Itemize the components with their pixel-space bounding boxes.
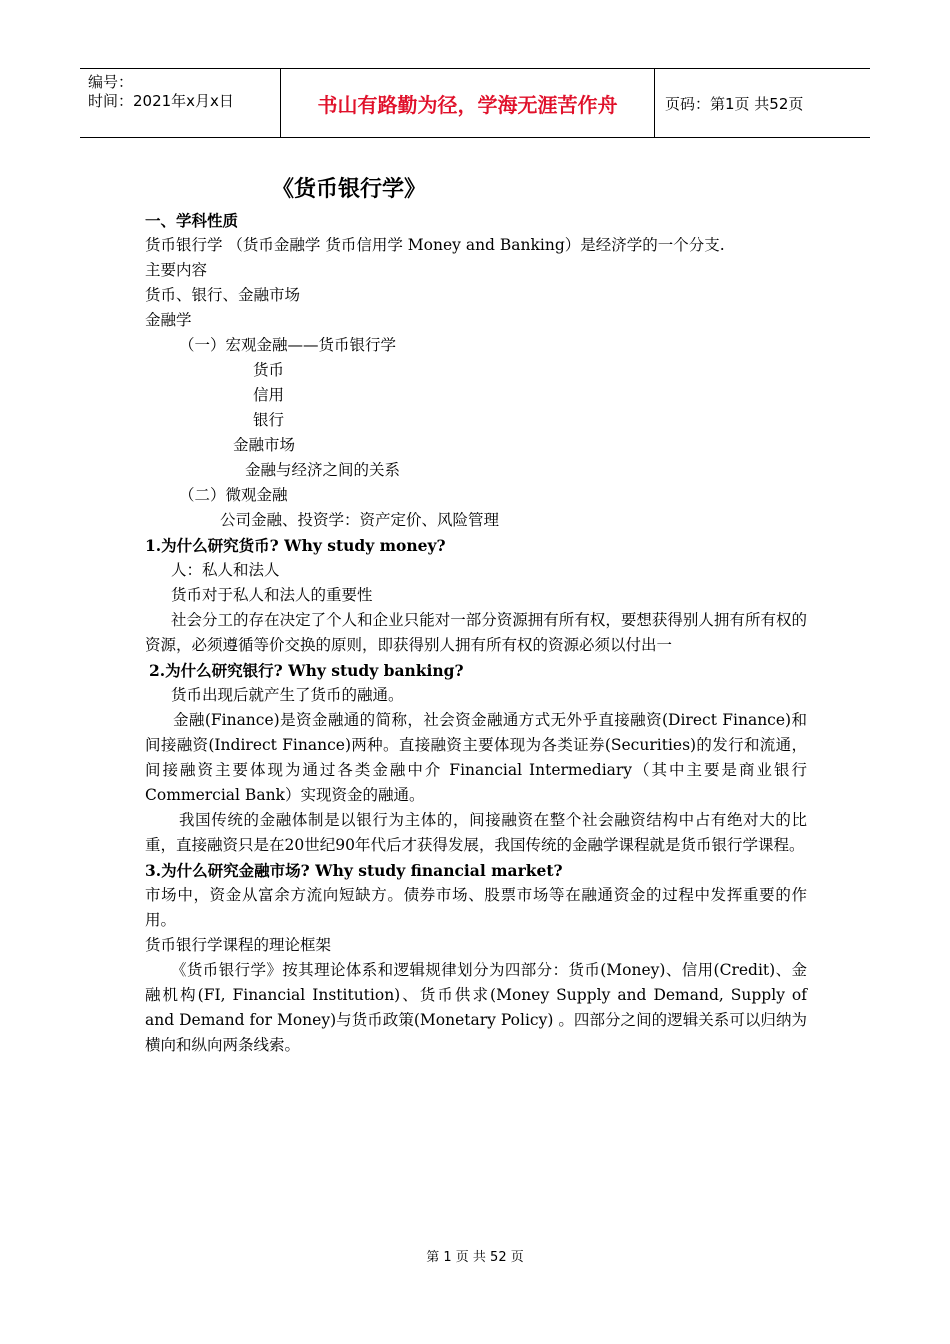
document-header <box>80 68 870 138</box>
paragraph: 市场中，资金从富余方流向短缺方。债券市场、股票市场等在融通资金的过程中发挥重要的作用。 <box>145 886 807 929</box>
list-item: （一）宏观金融——货币银行学 <box>179 336 397 354</box>
paragraph: 《货币银行学》按其理论体系和逻辑规律划分为四部分：货币(Money)、信用(Credit)、金融机构(FI, Financial Institution)、货币供求(Money Supply and Demand, Supply of and Demand for Money)与货币政策(Monetary Policy) 。四部分之间的逻辑关系可以归纳为横向和纵向两条线索。 <box>145 961 807 1054</box>
paragraph: 主要内容 <box>145 261 208 279</box>
list-item: （二）微观金融 <box>179 486 288 504</box>
paragraph: 社会分工的存在决定了个人和企业只能对一部分资源拥有所有权，要想获得别人拥有所有权的资源，必须遵循等价交换的原则，即获得别人拥有所有权的资源必须以付出一 <box>145 611 807 654</box>
document-time-label: 时间：2021年x月x日 <box>88 92 234 110</box>
paragraph: 金融(Finance)是资金融通的简称，社会资金融通方式无外乎直接融资(Direct Finance)和间接融资(Indirect Finance)两种。直接融资主要体现为各类证券(Securities)的发行和流通，间接融资主要体现为通过各类金融中介 Financial Intermediary（其中主要是商业银行 Commercial Bank）实现资金的融通。 <box>145 711 807 804</box>
header-motto: 书山有路勤为径，学海无涯苦作舟 <box>280 69 655 137</box>
page-footer: 第 1 页 共 52 页 <box>426 1250 524 1265</box>
header-page-number: 页码：第1页 共52页 <box>665 94 804 113</box>
section-heading: 1.为什么研究货币? Why study money? <box>145 536 446 555</box>
list-item: 银行 <box>253 411 285 429</box>
document-title: 《货币银行学》 <box>272 177 427 202</box>
header-meta <box>80 69 280 137</box>
paragraph: 金融学 <box>145 311 192 329</box>
document-body <box>145 208 807 1058</box>
paragraph: 货币出现后就产生了货币的融通。 <box>171 686 404 704</box>
document-number-label: 编号： <box>88 73 134 91</box>
paragraph: 我国传统的金融体制是以银行为主体的，间接融资在整个社会融资结构中占有绝对大的比重，直接融资只是在20世纪90年代后才获得发展，我国传统的金融学课程就是货币银行学课程。 <box>145 811 807 854</box>
list-item: 金融与经济之间的关系 <box>245 461 401 479</box>
paragraph: 货币银行学课程的理论框架 <box>145 936 332 954</box>
paragraph: 人：私人和法人 <box>171 561 280 579</box>
section-heading: 3.为什么研究金融市场? Why study financial market? <box>145 861 563 880</box>
section-heading: 2.为什么研究银行? Why study banking? <box>149 661 464 680</box>
paragraph: 货币对于私人和法人的重要性 <box>171 586 373 604</box>
list-item: 信用 <box>253 386 285 404</box>
section-heading: 一、学科性质 <box>145 211 239 230</box>
list-item: 金融市场 <box>233 436 296 454</box>
list-item: 公司金融、投资学：资产定价、风险管理 <box>220 511 500 529</box>
list-item: 货币 <box>253 361 285 379</box>
paragraph: 货币、银行、金融市场 <box>145 286 301 304</box>
paragraph: 货币银行学 （货币金融学 货币信用学 Money and Banking）是经济学的一个分支. <box>145 236 725 254</box>
